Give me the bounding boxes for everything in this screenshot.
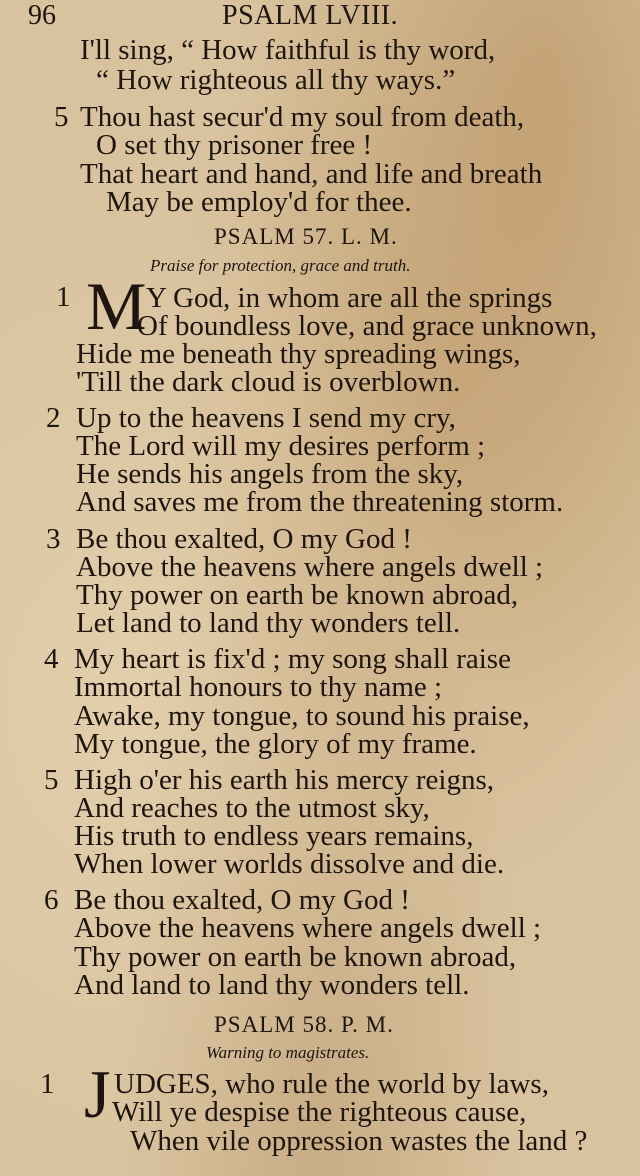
verse-line: And reaches to the utmost sky, [74, 792, 430, 824]
verse-line: He sends his angels from the sky, [76, 458, 464, 490]
verse-line: Above the heavens where angels dwell ; [74, 912, 542, 944]
verse-line: And land to land thy wonders tell. [74, 969, 470, 1001]
verse-line: “ How righteous all thy ways.” [96, 64, 456, 96]
verse-line: O set thy prisoner free ! [96, 129, 373, 161]
verse-line: And saves me from the threatening storm. [76, 486, 564, 518]
running-head: PSALM LVIII. [222, 0, 399, 31]
verse-line: Thy power on earth be known abroad, [74, 941, 517, 973]
verse-line: Will ye despise the righteous cause, [112, 1096, 527, 1128]
verse-line: Thy power on earth be known abroad, [76, 579, 519, 611]
verse-line: Be thou exalted, O my God ! [76, 523, 412, 555]
psalm-subtitle: Warning to magistrates. [206, 1043, 370, 1062]
verse-line: Thou hast secur'd my soul from death, [80, 101, 525, 133]
psalm-title: PSALM 57. L. M. [214, 224, 398, 249]
verse-number: 3 [46, 523, 61, 555]
verse-line: My heart is fix'd ; my song shall raise [74, 643, 511, 675]
page-header [0, 0, 640, 36]
verse-line: Up to the heavens I send my cry, [76, 402, 456, 434]
verse-number: 5 [54, 101, 69, 133]
verse-line: The Lord will my desires perform ; [76, 430, 486, 462]
verse-line: UDGES, who rule the world by laws, [114, 1068, 549, 1100]
psalm-subtitle: Praise for protection, grace and truth. [150, 256, 411, 275]
verse-line: Be thou exalted, O my God ! [74, 884, 410, 916]
verse-line: Let land to land thy wonders tell. [76, 607, 461, 639]
verse-number: 1 [56, 281, 71, 313]
verse-line: Y God, in whom are all the springs [146, 282, 553, 314]
psalm-title: PSALM 58. P. M. [214, 1012, 394, 1037]
verse-line: When lower worlds dissolve and die. [74, 848, 505, 880]
verse-line: May be employ'd for thee. [106, 186, 412, 218]
verse-number: 1 [40, 1068, 55, 1100]
verse-number: 2 [46, 402, 61, 434]
verse-number: 4 [44, 643, 59, 675]
verse-line: That heart and hand, and life and breath [80, 158, 543, 190]
verse-number: 6 [44, 884, 59, 916]
drop-cap: J [84, 1056, 111, 1132]
verse-line: Hide me beneath thy spreading wings, [76, 338, 521, 370]
verse-line: High o'er his earth his mercy reigns, [74, 764, 494, 796]
verse-line: Awake, my tongue, to sound his praise, [74, 700, 530, 732]
verse-line: When vile oppression wastes the land ? [130, 1125, 588, 1157]
verse-line: I'll sing, “ How faithful is thy word, [80, 34, 496, 66]
verse-line: My tongue, the glory of my frame. [74, 728, 477, 760]
verse-number: 5 [44, 764, 59, 796]
page-number: 96 [28, 0, 56, 31]
drop-cap: M [86, 268, 147, 344]
verse-line: His truth to endless years remains, [74, 820, 474, 852]
verse-line: Of boundless love, and grace unknown, [137, 310, 597, 342]
verse-line: Immortal honours to thy name ; [74, 671, 443, 703]
verse-line: Above the heavens where angels dwell ; [76, 551, 544, 583]
verse-line: 'Till the dark cloud is overblown. [76, 366, 461, 398]
